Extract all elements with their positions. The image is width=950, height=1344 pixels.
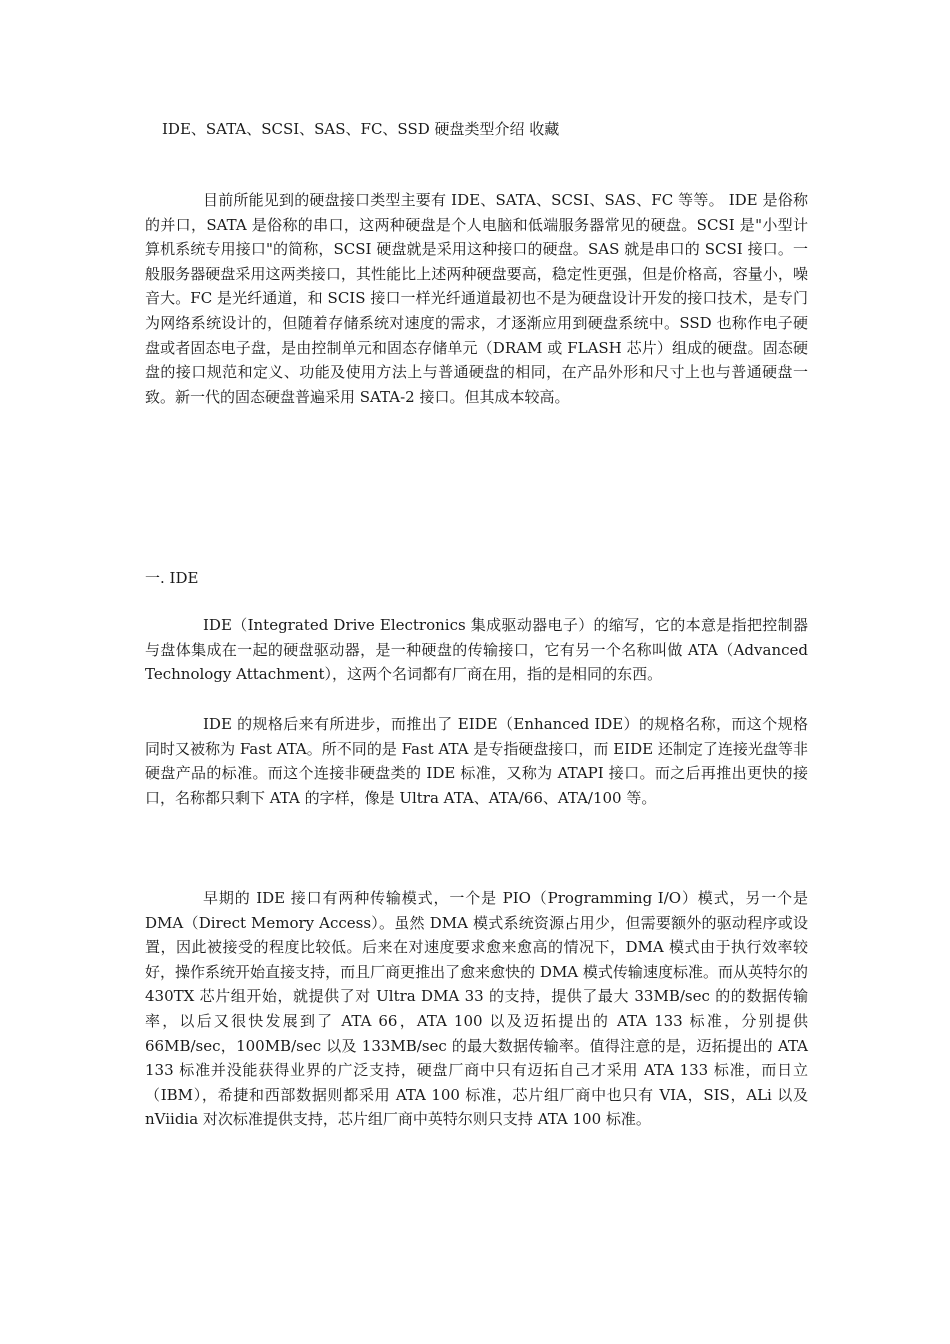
document-title: IDE、SATA、SCSI、SAS、FC、SSD 硬盘类型介绍 收藏 — [162, 120, 560, 138]
ide-paragraph-transfer-modes: 早期的 IDE 接口有两种传输模式，一个是 PIO（Programming I/O）模式，另一个是 DMA（Direct Memory Access）。虽然 DMA 模式系统资源占用少，但需要额外的驱动程序或设置，因此被接受的程度比较低。后来在对速度要求愈来愈高的情况下，DMA 模式由于执行效率较好，操作系统开始直接支持，而且厂商更推出了愈来愈快的 DMA 模式传输速度标准。而从英特尔的 430TX 芯片组开始，就提供了对 Ultra DMA 33 的支持，提供了最大 33MB/sec 的的数据传输率，以后又很快发展到了 ATA 66，ATA 100 以及迈拓提出的 ATA 133 标准，分别提供 66MB/sec，100MB/sec 以及 133MB/sec 的最大数据传输率。值得注意的是，迈拓提出的 ATA 133 标准并没能获得业界的广泛支持，硬盘厂商中只有迈拓自己才采用 ATA 133 标准，而日立（IBM），希捷和西部数据则都采用 ATA 100 标准，芯片组厂商中也只有 VIA，SIS，ALi 以及 nViidia 对次标准提供支持，芯片组厂商中英特尔则只支持 ATA 100 标准。 — [145, 889, 808, 1129]
ide-paragraph-eide: IDE 的规格后来有所进步，而推出了 EIDE（Enhanced IDE）的规格名称，而这个规格同时又被称为 Fast ATA。所不同的是 Fast ATA 是专指硬盘接口，而 EIDE 还制定了连接光盘等非硬盘产品的标准。而这个连接非硬盘类的 IDE 标准，又称为 ATAPI 接口。而之后再推出更快的接口，名称都只剩下 ATA 的字样，像是 Ultra ATA、ATA/66、ATA/100 等。 — [145, 715, 808, 807]
intro-paragraph: 目前所能见到的硬盘接口类型主要有 IDE、SATA、SCSI、SAS、FC 等等。 IDE 是俗称的并口，SATA 是俗称的串口，这两种硬盘是个人电脑和低端服务器常见的硬盘。SCSI 是"小型计算机系统专用接口"的简称，SCSI 硬盘就是采用这种接口的硬盘。SAS 就是串口的 SCSI 接口。一般服务器硬盘采用这两类接口，其性能比上述两种硬盘要高，稳定性更强，但是价格高，容量小，噪音大。FC 是光纤通道，和 SCIS 接口一样光纤通道最初也不是为硬盘设计开发的接口技术，是专门为网络系统设计的，但随着存储系统对速度的需求，才逐渐应用到硬盘系统中。SSD 也称作电子硬盘或者固态电子盘，是由控制单元和固态存储单元（DRAM 或 FLASH 芯片）组成的硬盘。固态硬盘的接口规范和定义、功能及使用方法上与普通硬盘的相同，在产品外形和尺寸上也与普通硬盘一致。新一代的固态硬盘普遍采用 SATA-2 接口。但其成本较高。 — [145, 191, 808, 406]
ide-paragraph-definition: IDE（Integrated Drive Electronics 集成驱动器电子）的缩写，它的本意是指把控制器与盘体集成在一起的硬盘驱动器，是一种硬盘的传输接口，它有另一个名称叫做 ATA（Advanced Technology Attachment），这两个名词都有厂商在用，指的是相同的东西。 — [145, 616, 808, 684]
section-heading-ide: 一. IDE — [145, 569, 199, 587]
